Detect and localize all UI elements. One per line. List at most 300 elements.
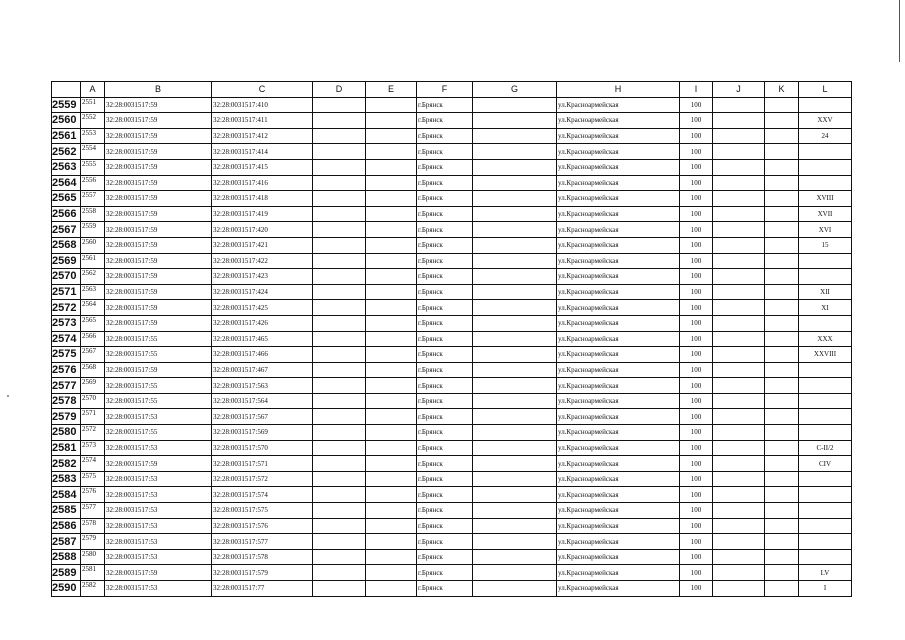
- col-b-cell: 32:28:0031517:59: [105, 97, 212, 113]
- col-i-cell: 100: [680, 347, 713, 363]
- row-number: 2580: [52, 425, 81, 441]
- col-e-cell: [366, 456, 417, 472]
- col-e-cell: [366, 113, 417, 129]
- col-f-cell: г.Брянск: [417, 284, 473, 300]
- table-row: [52, 471, 852, 487]
- col-f-cell: г.Брянск: [417, 300, 473, 316]
- col-k-cell: [765, 440, 799, 456]
- col-c-cell: 32:28:0031517:416: [212, 175, 313, 191]
- col-f-cell: г.Брянск: [417, 393, 473, 409]
- col-h-cell: ул.Красноармейская: [557, 331, 680, 347]
- col-l-cell: [799, 549, 852, 565]
- col-i-cell: 100: [680, 456, 713, 472]
- col-j-cell: [713, 284, 765, 300]
- col-c-cell: 32:28:0031517:578: [212, 549, 313, 565]
- col-a-cell: 2581: [81, 565, 105, 581]
- column-header-f: F: [417, 82, 473, 98]
- col-a-cell: 2567: [81, 347, 105, 363]
- row-number: 2582: [52, 456, 81, 472]
- col-c-cell: 32:28:0031517:567: [212, 409, 313, 425]
- col-d-cell: [313, 471, 366, 487]
- col-a-cell: 2559: [81, 222, 105, 238]
- col-a-cell: 2558: [81, 206, 105, 222]
- col-g-cell: [473, 237, 557, 253]
- col-d-cell: [313, 456, 366, 472]
- table-row: [52, 456, 852, 472]
- col-a-cell: 2551: [81, 97, 105, 113]
- col-i-cell: 100: [680, 144, 713, 160]
- col-k-cell: [765, 393, 799, 409]
- col-c-cell: 32:28:0031517:420: [212, 222, 313, 238]
- col-l-cell: [799, 269, 852, 285]
- col-a-cell: 2569: [81, 378, 105, 394]
- col-d-cell: [313, 144, 366, 160]
- col-j-cell: [713, 315, 765, 331]
- col-l-cell: XII: [799, 284, 852, 300]
- col-k-cell: [765, 471, 799, 487]
- column-header-row: [52, 82, 852, 98]
- col-a-cell: 2576: [81, 487, 105, 503]
- col-k-cell: [765, 144, 799, 160]
- col-d-cell: [313, 300, 366, 316]
- col-c-cell: 32:28:0031517:569: [212, 425, 313, 441]
- col-a-cell: 2582: [81, 581, 105, 597]
- col-i-cell: 100: [680, 518, 713, 534]
- col-c-cell: 32:28:0031517:570: [212, 440, 313, 456]
- col-i-cell: 100: [680, 159, 713, 175]
- col-d-cell: [313, 549, 366, 565]
- col-a-cell: 2570: [81, 393, 105, 409]
- table-row: [52, 144, 852, 160]
- table-row: [52, 581, 852, 597]
- col-h-cell: ул.Красноармейская: [557, 113, 680, 129]
- row-number: 2570: [52, 269, 81, 285]
- col-f-cell: г.Брянск: [417, 269, 473, 285]
- col-d-cell: [313, 331, 366, 347]
- col-a-cell: 2574: [81, 456, 105, 472]
- col-e-cell: [366, 549, 417, 565]
- col-b-cell: 32:28:0031517:53: [105, 549, 212, 565]
- col-j-cell: [713, 456, 765, 472]
- col-h-cell: ул.Красноармейская: [557, 97, 680, 113]
- col-i-cell: 100: [680, 503, 713, 519]
- col-k-cell: [765, 175, 799, 191]
- col-f-cell: г.Брянск: [417, 222, 473, 238]
- col-b-cell: 32:28:0031517:59: [105, 565, 212, 581]
- col-g-cell: [473, 456, 557, 472]
- col-b-cell: 32:28:0031517:59: [105, 456, 212, 472]
- col-c-cell: 32:28:0031517:467: [212, 362, 313, 378]
- col-l-cell: [799, 409, 852, 425]
- col-b-cell: 32:28:0031517:53: [105, 487, 212, 503]
- col-c-cell: 32:28:0031517:422: [212, 253, 313, 269]
- col-k-cell: [765, 362, 799, 378]
- col-k-cell: [765, 503, 799, 519]
- col-c-cell: 32:28:0031517:572: [212, 471, 313, 487]
- col-h-cell: ул.Красноармейская: [557, 315, 680, 331]
- col-j-cell: [713, 378, 765, 394]
- table-row: [52, 300, 852, 316]
- col-f-cell: г.Брянск: [417, 487, 473, 503]
- col-a-cell: 2579: [81, 534, 105, 550]
- table-row: [52, 175, 852, 191]
- col-g-cell: [473, 97, 557, 113]
- col-d-cell: [313, 347, 366, 363]
- col-j-cell: [713, 269, 765, 285]
- col-h-cell: ул.Красноармейская: [557, 237, 680, 253]
- scan-speck: [7, 395, 9, 397]
- col-g-cell: [473, 471, 557, 487]
- col-k-cell: [765, 128, 799, 144]
- col-c-cell: 32:28:0031517:576: [212, 518, 313, 534]
- col-h-cell: ул.Красноармейская: [557, 347, 680, 363]
- row-number: 2574: [52, 331, 81, 347]
- column-header-g: G: [473, 82, 557, 98]
- col-j-cell: [713, 191, 765, 207]
- col-b-cell: 32:28:0031517:59: [105, 253, 212, 269]
- column-header-e: E: [366, 82, 417, 98]
- col-h-cell: ул.Красноармейская: [557, 425, 680, 441]
- col-i-cell: 100: [680, 393, 713, 409]
- col-j-cell: [713, 222, 765, 238]
- col-g-cell: [473, 222, 557, 238]
- col-i-cell: 100: [680, 269, 713, 285]
- col-b-cell: 32:28:0031517:59: [105, 175, 212, 191]
- col-h-cell: ул.Красноармейская: [557, 300, 680, 316]
- col-l-cell: [799, 97, 852, 113]
- col-d-cell: [313, 113, 366, 129]
- col-h-cell: ул.Красноармейская: [557, 581, 680, 597]
- col-e-cell: [366, 565, 417, 581]
- col-d-cell: [313, 534, 366, 550]
- col-i-cell: 100: [680, 565, 713, 581]
- col-h-cell: ул.Красноармейская: [557, 128, 680, 144]
- col-l-cell: 24: [799, 128, 852, 144]
- col-b-cell: 32:28:0031517:59: [105, 159, 212, 175]
- col-c-cell: 32:28:0031517:421: [212, 237, 313, 253]
- col-a-cell: 2571: [81, 409, 105, 425]
- col-a-cell: 2555: [81, 159, 105, 175]
- col-k-cell: [765, 315, 799, 331]
- col-c-cell: 32:28:0031517:563: [212, 378, 313, 394]
- col-f-cell: г.Брянск: [417, 409, 473, 425]
- col-e-cell: [366, 222, 417, 238]
- col-b-cell: 32:28:0031517:59: [105, 128, 212, 144]
- col-d-cell: [313, 503, 366, 519]
- col-e-cell: [366, 440, 417, 456]
- col-c-cell: 32:28:0031517:411: [212, 113, 313, 129]
- col-k-cell: [765, 534, 799, 550]
- col-j-cell: [713, 362, 765, 378]
- table-row: [52, 549, 852, 565]
- col-h-cell: ул.Красноармейская: [557, 487, 680, 503]
- row-number: 2563: [52, 159, 81, 175]
- col-g-cell: [473, 534, 557, 550]
- table-row: [52, 222, 852, 238]
- col-e-cell: [366, 206, 417, 222]
- col-b-cell: 32:28:0031517:55: [105, 331, 212, 347]
- col-e-cell: [366, 144, 417, 160]
- col-l-cell: XXVIII: [799, 347, 852, 363]
- column-header-i: I: [680, 82, 713, 98]
- col-j-cell: [713, 237, 765, 253]
- col-f-cell: г.Брянск: [417, 503, 473, 519]
- col-b-cell: 32:28:0031517:59: [105, 113, 212, 129]
- col-b-cell: 32:28:0031517:59: [105, 144, 212, 160]
- row-number: 2578: [52, 393, 81, 409]
- col-a-cell: 2572: [81, 425, 105, 441]
- table-row: [52, 487, 852, 503]
- col-b-cell: 32:28:0031517:59: [105, 237, 212, 253]
- col-b-cell: 32:28:0031517:59: [105, 362, 212, 378]
- row-number: 2565: [52, 191, 81, 207]
- col-e-cell: [366, 487, 417, 503]
- table-row: [52, 331, 852, 347]
- col-h-cell: ул.Красноармейская: [557, 518, 680, 534]
- col-f-cell: г.Брянск: [417, 440, 473, 456]
- row-number: 2562: [52, 144, 81, 160]
- table-row: [52, 409, 852, 425]
- col-g-cell: [473, 362, 557, 378]
- col-d-cell: [313, 128, 366, 144]
- col-k-cell: [765, 237, 799, 253]
- column-header-k: K: [765, 82, 799, 98]
- col-i-cell: 100: [680, 97, 713, 113]
- col-h-cell: ул.Красноармейская: [557, 549, 680, 565]
- col-e-cell: [366, 237, 417, 253]
- col-a-cell: 2565: [81, 315, 105, 331]
- row-number: 2583: [52, 471, 81, 487]
- col-g-cell: [473, 347, 557, 363]
- table-row: [52, 206, 852, 222]
- col-h-cell: ул.Красноармейская: [557, 269, 680, 285]
- col-b-cell: 32:28:0031517:53: [105, 534, 212, 550]
- col-b-cell: 32:28:0031517:59: [105, 300, 212, 316]
- col-h-cell: ул.Красноармейская: [557, 222, 680, 238]
- col-g-cell: [473, 315, 557, 331]
- col-i-cell: 100: [680, 222, 713, 238]
- col-b-cell: 32:28:0031517:55: [105, 347, 212, 363]
- row-number: 2579: [52, 409, 81, 425]
- col-l-cell: [799, 425, 852, 441]
- col-g-cell: [473, 487, 557, 503]
- row-number: 2559: [52, 97, 81, 113]
- col-f-cell: г.Брянск: [417, 549, 473, 565]
- col-h-cell: ул.Красноармейская: [557, 378, 680, 394]
- col-i-cell: 100: [680, 175, 713, 191]
- col-e-cell: [366, 191, 417, 207]
- col-f-cell: г.Брянск: [417, 113, 473, 129]
- row-number: 2586: [52, 518, 81, 534]
- col-e-cell: [366, 175, 417, 191]
- column-header-d: D: [313, 82, 366, 98]
- col-l-cell: [799, 159, 852, 175]
- col-l-cell: LV: [799, 565, 852, 581]
- row-number: 2575: [52, 347, 81, 363]
- col-d-cell: [313, 191, 366, 207]
- col-i-cell: 100: [680, 253, 713, 269]
- col-d-cell: [313, 237, 366, 253]
- col-i-cell: 100: [680, 315, 713, 331]
- row-number: 2585: [52, 503, 81, 519]
- col-k-cell: [765, 300, 799, 316]
- col-j-cell: [713, 128, 765, 144]
- col-c-cell: 32:28:0031517:412: [212, 128, 313, 144]
- col-a-cell: 2562: [81, 269, 105, 285]
- col-l-cell: [799, 393, 852, 409]
- col-f-cell: г.Брянск: [417, 159, 473, 175]
- col-i-cell: 100: [680, 549, 713, 565]
- col-d-cell: [313, 378, 366, 394]
- col-j-cell: [713, 503, 765, 519]
- col-a-cell: 2577: [81, 503, 105, 519]
- col-d-cell: [313, 269, 366, 285]
- col-d-cell: [313, 315, 366, 331]
- col-l-cell: I: [799, 581, 852, 597]
- col-e-cell: [366, 159, 417, 175]
- col-l-cell: [799, 534, 852, 550]
- col-e-cell: [366, 331, 417, 347]
- col-e-cell: [366, 269, 417, 285]
- col-f-cell: г.Брянск: [417, 347, 473, 363]
- col-a-cell: 2552: [81, 113, 105, 129]
- table-row: [52, 97, 852, 113]
- col-g-cell: [473, 565, 557, 581]
- col-d-cell: [313, 581, 366, 597]
- corner-header: [52, 82, 81, 98]
- col-d-cell: [313, 97, 366, 113]
- col-i-cell: 100: [680, 331, 713, 347]
- col-j-cell: [713, 471, 765, 487]
- col-k-cell: [765, 97, 799, 113]
- col-k-cell: [765, 347, 799, 363]
- col-i-cell: 100: [680, 425, 713, 441]
- col-e-cell: [366, 518, 417, 534]
- col-j-cell: [713, 487, 765, 503]
- col-b-cell: 32:28:0031517:55: [105, 378, 212, 394]
- col-g-cell: [473, 159, 557, 175]
- row-number: 2590: [52, 581, 81, 597]
- col-l-cell: XI: [799, 300, 852, 316]
- col-f-cell: г.Брянск: [417, 378, 473, 394]
- row-number: 2560: [52, 113, 81, 129]
- col-a-cell: 2564: [81, 300, 105, 316]
- col-d-cell: [313, 393, 366, 409]
- col-a-cell: 2561: [81, 253, 105, 269]
- col-g-cell: [473, 300, 557, 316]
- col-k-cell: [765, 331, 799, 347]
- col-g-cell: [473, 393, 557, 409]
- col-e-cell: [366, 284, 417, 300]
- col-g-cell: [473, 549, 557, 565]
- col-c-cell: 32:28:0031517:571: [212, 456, 313, 472]
- col-k-cell: [765, 425, 799, 441]
- table-row: [52, 534, 852, 550]
- col-h-cell: ул.Красноармейская: [557, 565, 680, 581]
- col-b-cell: 32:28:0031517:55: [105, 425, 212, 441]
- col-j-cell: [713, 440, 765, 456]
- col-i-cell: 100: [680, 378, 713, 394]
- col-i-cell: 100: [680, 300, 713, 316]
- col-k-cell: [765, 518, 799, 534]
- col-j-cell: [713, 581, 765, 597]
- table-row: [52, 518, 852, 534]
- col-i-cell: 100: [680, 581, 713, 597]
- table-row: [52, 237, 852, 253]
- col-d-cell: [313, 175, 366, 191]
- col-c-cell: 32:28:0031517:579: [212, 565, 313, 581]
- table-row: [52, 315, 852, 331]
- col-e-cell: [366, 362, 417, 378]
- col-l-cell: XXV: [799, 113, 852, 129]
- row-number: 2587: [52, 534, 81, 550]
- col-e-cell: [366, 425, 417, 441]
- col-b-cell: 32:28:0031517:59: [105, 206, 212, 222]
- col-l-cell: [799, 175, 852, 191]
- col-j-cell: [713, 113, 765, 129]
- col-l-cell: [799, 471, 852, 487]
- col-k-cell: [765, 487, 799, 503]
- table-row: [52, 284, 852, 300]
- col-i-cell: 100: [680, 206, 713, 222]
- col-h-cell: ул.Красноармейская: [557, 175, 680, 191]
- col-g-cell: [473, 425, 557, 441]
- col-g-cell: [473, 144, 557, 160]
- col-c-cell: 32:28:0031517:77: [212, 581, 313, 597]
- col-d-cell: [313, 487, 366, 503]
- col-c-cell: 32:28:0031517:414: [212, 144, 313, 160]
- col-h-cell: ул.Красноармейская: [557, 471, 680, 487]
- col-g-cell: [473, 518, 557, 534]
- col-i-cell: 100: [680, 128, 713, 144]
- col-j-cell: [713, 175, 765, 191]
- col-h-cell: ул.Красноармейская: [557, 206, 680, 222]
- col-k-cell: [765, 549, 799, 565]
- col-l-cell: CIV: [799, 456, 852, 472]
- col-c-cell: 32:28:0031517:410: [212, 97, 313, 113]
- col-f-cell: г.Брянск: [417, 97, 473, 113]
- col-c-cell: 32:28:0031517:577: [212, 534, 313, 550]
- col-a-cell: 2575: [81, 471, 105, 487]
- col-a-cell: 2557: [81, 191, 105, 207]
- row-number: 2567: [52, 222, 81, 238]
- col-a-cell: 2580: [81, 549, 105, 565]
- col-l-cell: XXX: [799, 331, 852, 347]
- col-f-cell: г.Брянск: [417, 471, 473, 487]
- col-k-cell: [765, 191, 799, 207]
- col-e-cell: [366, 409, 417, 425]
- col-f-cell: г.Брянск: [417, 518, 473, 534]
- col-j-cell: [713, 253, 765, 269]
- col-h-cell: ул.Красноармейская: [557, 144, 680, 160]
- col-h-cell: ул.Красноармейская: [557, 456, 680, 472]
- col-f-cell: г.Брянск: [417, 362, 473, 378]
- col-h-cell: ул.Красноармейская: [557, 440, 680, 456]
- col-c-cell: 32:28:0031517:575: [212, 503, 313, 519]
- col-c-cell: 32:28:0031517:418: [212, 191, 313, 207]
- col-f-cell: г.Брянск: [417, 456, 473, 472]
- col-b-cell: 32:28:0031517:59: [105, 269, 212, 285]
- col-i-cell: 100: [680, 284, 713, 300]
- col-j-cell: [713, 549, 765, 565]
- col-c-cell: 32:28:0031517:574: [212, 487, 313, 503]
- col-g-cell: [473, 206, 557, 222]
- col-a-cell: 2560: [81, 237, 105, 253]
- col-d-cell: [313, 362, 366, 378]
- col-g-cell: [473, 269, 557, 285]
- table-row: [52, 362, 852, 378]
- col-j-cell: [713, 206, 765, 222]
